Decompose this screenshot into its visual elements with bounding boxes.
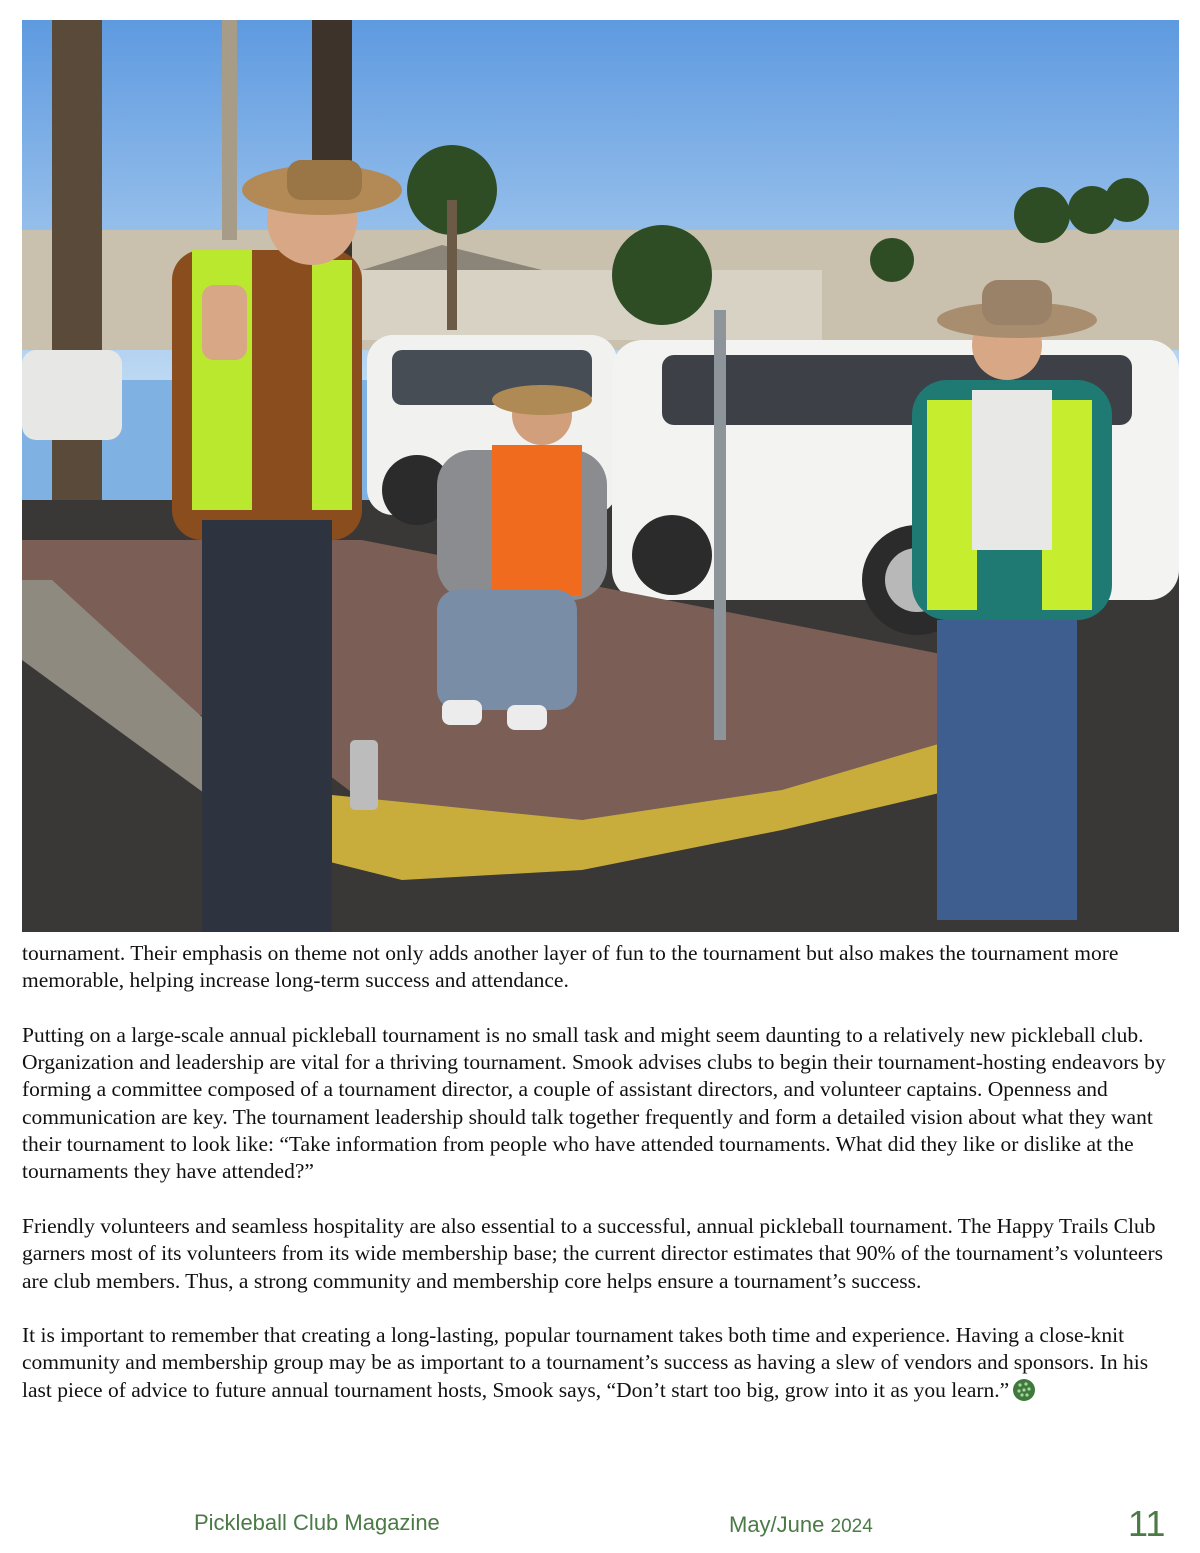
volunteers-photo-illustration xyxy=(22,20,1179,932)
footer-issue-date xyxy=(729,1512,873,1538)
article-paragraph-3: Friendly volunteers and seamless hospitality are also essential to a successful, annual pickleball tournament. The Happy Trails Club garners most of its volunteers from its wide membership base; the current director estimates that 90% of the tournament’s volunteers are club members. Thus, a strong community and membership core helps ensure a tournament’s success. xyxy=(22,1213,1163,1293)
article-paragraph-1: tournament. Their emphasis on theme not only adds another layer of fun to the tournament but also makes the tournament more memorable, helping increase long-term success and attendance. xyxy=(22,941,1119,993)
page-number: 11 xyxy=(1128,1503,1166,1544)
footer-issue-year: 2024 xyxy=(830,1516,873,1537)
pickleball-icon xyxy=(1012,1378,1036,1402)
article-paragraph-4 xyxy=(22,1322,1182,1404)
footer-magazine-name: Pickleball Club Magazine xyxy=(194,1510,440,1535)
article-paragraph-2: Putting on a large-scale annual pickleball tournament is no small task and might seem daunting to a relatively new pickleball club. Organization and leadership are vital for a thriving tournament. Smook advises clubs to begin their tournament-hosting endeavors by forming a committee composed of a tournament director, a couple of assistant directors, and volunteer captains. Openness and communication are key. The tournament leadership should talk together frequently and form a detailed vision about what they want their tournament to look like: “Take information from people who have attended tournaments. What did they like or dislike at the tournaments they have attended?” xyxy=(22,1022,1166,1184)
footer-issue-month: May/June xyxy=(729,1512,825,1537)
article-photo xyxy=(22,20,1179,932)
article-body xyxy=(22,940,1182,1404)
article-paragraph-4-text: It is important to remember that creating a long-lasting, popular tournament takes both time and experience. Having a close-knit community and membership group may be as important to a tournament’s success as having a slew of vendors and sponsors. In his last piece of advice to future annual tournament hosts, Smook says, “Don’t start too big, grow into it as you learn.” xyxy=(22,1323,1149,1402)
